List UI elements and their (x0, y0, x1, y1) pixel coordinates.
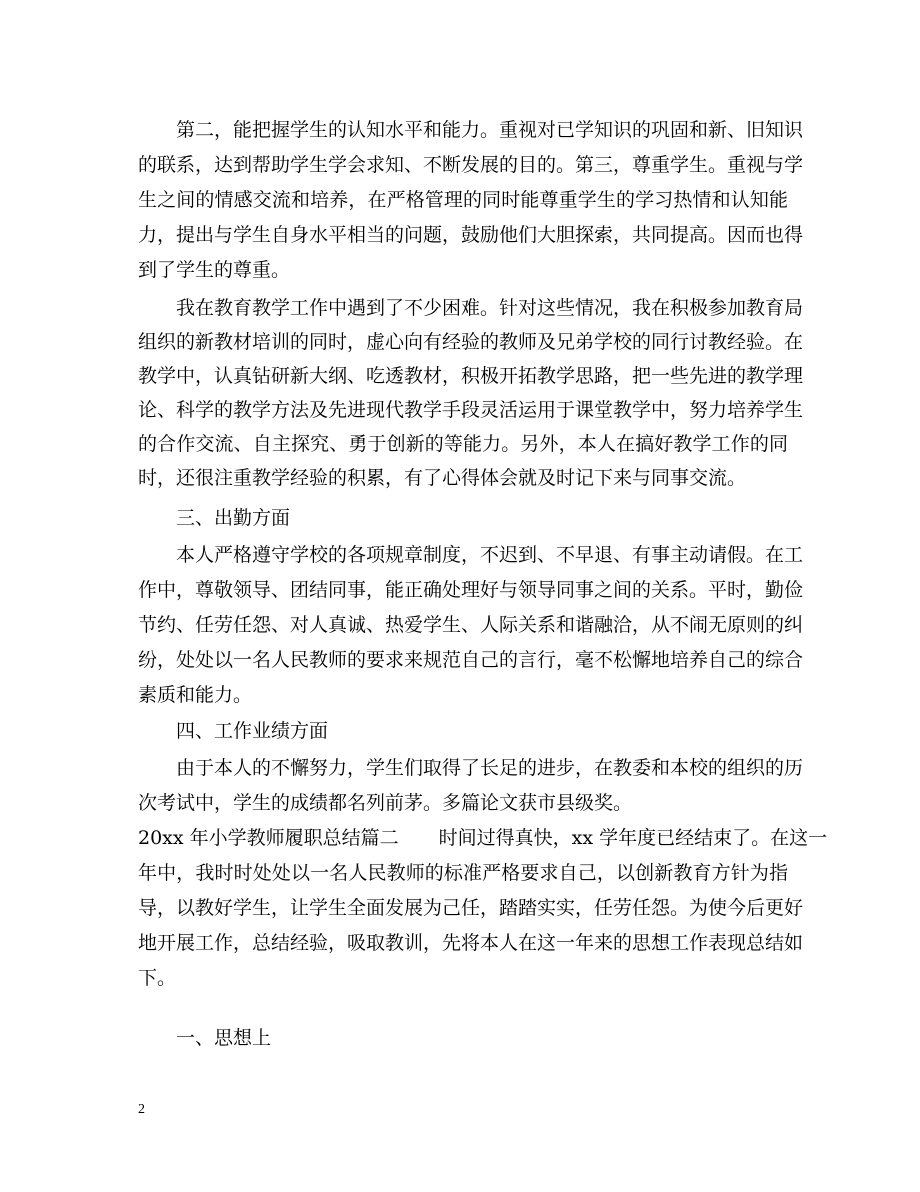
text-line: 力，提出与学生自身水平相当的问题，鼓励他们大胆探索，共同提高。因而也得 (138, 224, 804, 246)
text-line: 组织的新教材培训的同时，虚心向有经验的教师及兄弟学校的同行讨教经验。在 (138, 331, 804, 353)
text-line: 节约、任劳任怨、对人真诚、热爱学生、人际关系和谐融洽，从不闹无原则的纠 (138, 614, 804, 636)
text-line: 的合作交流、自主探究、勇于创新的等能力。另外，本人在搞好教学工作的同 (138, 433, 788, 455)
text-line: 生之间的情感交流和培养，在严格管理的同时能尊重学生的学习热情和认知能 (138, 189, 788, 211)
text-line: 下。 (138, 967, 177, 989)
text-line: 导，以教好学生，让学生全面发展为己任，踏踏实实，任劳任怨。为使今后更好 (138, 897, 804, 919)
text-line: 论、科学的教学方法及先进现代教学手段灵活运用于课堂教学中，努力培养学生 (138, 399, 804, 421)
text-line: 到了学生的尊重。 (138, 259, 291, 281)
page-number: 2 (138, 1102, 145, 1117)
section-heading: 一、思想上 (176, 1027, 272, 1049)
text-line (138, 827, 828, 849)
section-heading: 四、工作业绩方面 (176, 720, 329, 742)
text-line: 由于本人的不懈努力，学生们取得了长足的进步，在教委和本校的组织的历 (176, 757, 804, 779)
text-line: 时，还很注重教学经验的积累，有了心得体会就及时记下来与同事交流。 (138, 467, 747, 489)
text-line: 次考试中，学生的成绩都名列前茅。多篇论文获市县级奖。 (138, 792, 633, 814)
text-line: 年中，我时时处处以一名人民教师的标准严格要求自己，以创新教育方针为指 (138, 862, 788, 884)
text-fragment: 时间过得真快，xx 学年度已经结束了。在这一 (438, 827, 828, 849)
text-line: 地开展工作，总结经验，吸取教训，先将本人在这一年来的思想工作表现总结如 (138, 932, 804, 954)
text-line: 本人严格遵守学校的各项规章制度，不迟到、不早退、有事主动请假。在工 (176, 544, 804, 566)
text-line: 第二，能把握学生的认知水平和能力。重视对已学知识的巩固和新、旧知识 (176, 119, 804, 141)
text-line: 教学中，认真钻研新大纲、吃透教材，积极开拓教学思路，把一些先进的教学理 (138, 365, 804, 387)
text-line: 我在教育教学工作中遇到了不少困难。针对这些情况，我在积极参加教育局 (176, 297, 804, 319)
article-title: 20xx 年小学教师履职总结篇二 (138, 827, 399, 849)
text-line: 素质和能力。 (138, 684, 253, 706)
text-line: 作中，尊敬领导、团结同事，能正确处理好与领导同事之间的关系。平时，勤俭 (138, 579, 804, 601)
section-heading: 三、出勤方面 (176, 507, 291, 529)
text-line: 纷，处处以一名人民教师的要求来规范自己的言行，毫不松懈地培养自己的综合 (138, 649, 804, 671)
text-line: 的联系，达到帮助学生学会求知、不断发展的目的。第三，尊重学生。重视与学 (138, 154, 804, 176)
